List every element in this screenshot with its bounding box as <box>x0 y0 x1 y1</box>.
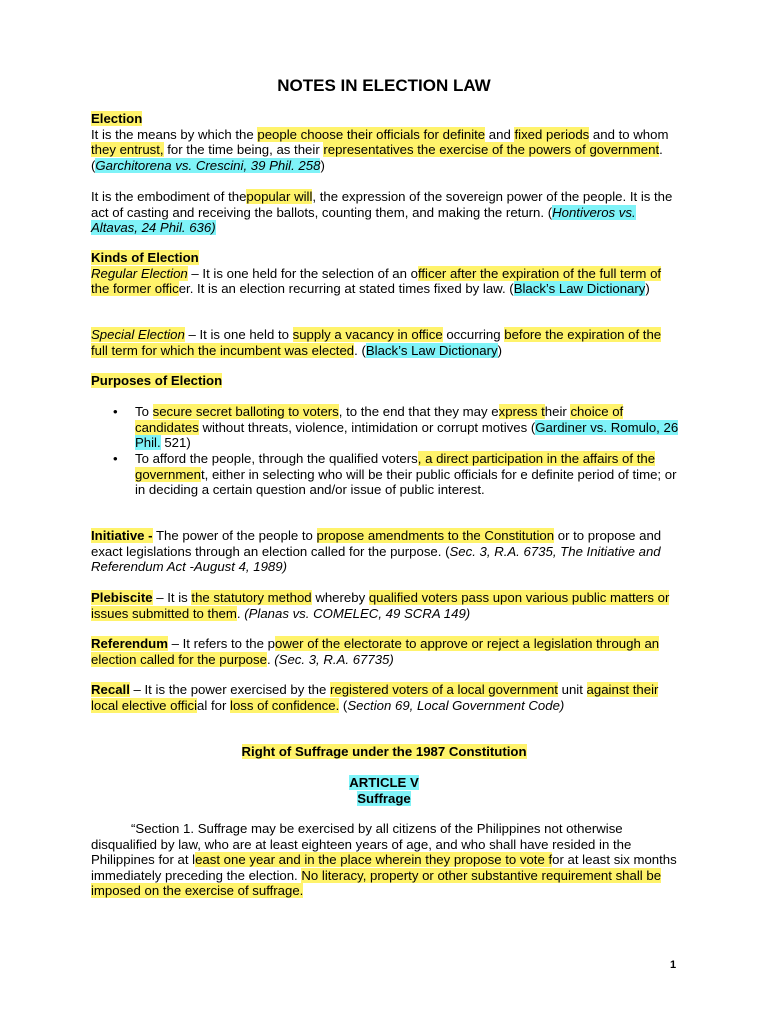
initiative-definition: Initiative - The power of the people to propose amendments to the Constitution or to propose and exact legislations through an election called for the purpose. (Sec. 3, R.A. 6735, The Initiative and Referendum Act -August 4, 1989) <box>91 528 662 575</box>
page-number: 1 <box>670 959 677 971</box>
suffrage-section-heading: Right of Suffrage under the 1987 Constitution <box>241 744 527 759</box>
special-election-definition: Special Election – It is one held to supply a vacancy in office occurring before the expiration of the full term for which the incumbent was elected. (Black’s Law Dictionary) <box>91 327 662 358</box>
purpose-item-2: To afford the people, through the qualified voters, a direct participation in the affairs of the government, either in selecting who will be their public officials for e definite period of time; or in deciding a certain question and/or issue of public interest. <box>135 451 677 498</box>
regular-election-definition: Regular Election – It is one held for the selection of an officer after the expiration of the full term of the former officer. It is an election recurring at stated times fixed by law. (Black’s Law Dictionary) <box>91 265 662 297</box>
purposes-heading: Purposes of Election <box>91 373 223 388</box>
kinds-heading: Kinds of Election <box>91 250 199 265</box>
plebiscite-definition: Plebiscite – It is the statutory method whereby qualified voters pass upon various public matters or issues submitted to them. (Planas vs. COMELEC, 49 SCRA 149) <box>91 590 670 621</box>
kinds-section <box>91 250 681 297</box>
purpose-item-1: To secure secret balloting to voters, to the end that they may express their choice of candidates without threats, violence, intimidation or corrupt motives (Gardiner vs. Romulo, 26 Phil. 521) <box>135 404 679 451</box>
election-embodiment-paragraph: It is the embodiment of thepopular will, the expression of the sovereign power of the people. It is the act of casting and receiving the ballots, counting them, and making the return. (Hontiveros vs. Altavas, 24 Phil. 636) <box>91 189 673 236</box>
referendum-definition: Referendum – It refers to the power of the electorate to approve or reject a legislation through an election called for the purpose. (Sec. 3, R.A. 67735) <box>91 636 660 667</box>
election-definition: It is the means by which the people choose their officials for definite and fixed periods and to whom they entrust, for the time being, as their representatives the exercise of the powers of government. (Garchitorena vs. Crescini, 39 Phil. 258) <box>91 126 669 173</box>
article-number: ARTICLE V <box>349 775 419 790</box>
document-title: NOTES IN ELECTION LAW <box>277 76 491 95</box>
recall-definition: Recall – It is the power exercised by the registered voters of a local government unit against their local elective official for loss of confidence. (Section 69, Local Government Code) <box>91 682 659 713</box>
section-1-text: “Section 1. Suffrage may be exercised by all citizens of the Philippines not otherwise disqualified by law, who are at least eighteen years of age, and who shall have resided in the Philippines for at least one year and in the place wherein they propose to vote for at least six months immediately preceding the election. No literacy, property or other substantive requirement shall be imposed on the exercise of suffrage. <box>91 821 677 899</box>
election-section <box>91 111 681 173</box>
election-heading: Election <box>91 111 143 126</box>
bullet-icon: • <box>113 404 118 419</box>
article-name: Suffrage <box>357 791 411 806</box>
bullet-icon: • <box>113 451 118 466</box>
